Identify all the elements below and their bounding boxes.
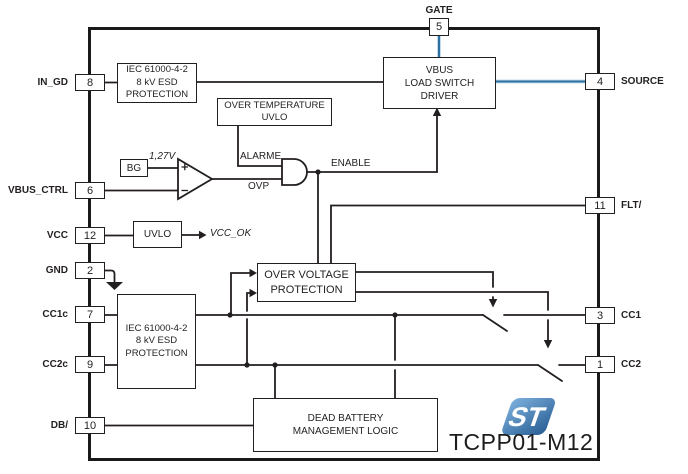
block-esd-top [117, 63, 197, 103]
label-ovp: OVP [248, 181, 270, 192]
pin-label-flt: FLT/ [621, 200, 642, 211]
comparator [178, 159, 212, 199]
block-over-voltage-protection [257, 263, 356, 302]
pin-label-source: SOURCE [621, 76, 664, 87]
switch-cc2-blade [538, 365, 562, 381]
junction-enable [315, 169, 320, 174]
block-esd-top-line2: 8 kV ESD [136, 76, 178, 88]
pin-label-cc2: CC2 [621, 359, 642, 370]
pin-2-gnd: 2 [75, 262, 105, 279]
label-alarme: ALARME [240, 151, 282, 162]
label-enable: ENABLE [331, 158, 371, 169]
block-bg-label: BG [126, 162, 142, 174]
block-db-line1: DEAD BATTERY [307, 413, 384, 424]
label-vcc-ok: VCC_OK [210, 228, 252, 239]
pin-7-cc1c: 7 [75, 306, 105, 323]
pin-label-vbus-ctrl: VBUS_CTRL [7, 185, 68, 196]
block-esd-bottom-line2: 8 kV ESD [135, 335, 178, 347]
pin-4-source: 4 [585, 73, 615, 90]
pin-label-cc1c: CC1c [42, 309, 68, 320]
block-db-line2: MANAGEMENT LOGIC [292, 426, 399, 437]
arrow-cc1-switch [489, 299, 497, 308]
block-vbus-load-switch-driver [383, 57, 496, 109]
wire-cc2c-to-ovp [247, 293, 250, 365]
block-esd-bottom-line3: PROTECTION [125, 347, 188, 359]
block-uvlo-label: UVLO [143, 229, 172, 240]
pin-label-gnd: GND [45, 265, 68, 276]
block-ot-line2: UVLO [261, 112, 288, 123]
block-esd-bottom [117, 294, 196, 389]
pin-10-db: 10 [75, 417, 105, 434]
pin-label-cc2c: CC2c [42, 359, 68, 370]
st-logo-letters: ST [504, 401, 550, 432]
arrow-cc2-switch [544, 340, 552, 349]
junction-cc2c-ovp [244, 362, 249, 367]
junction-cc2c-logic [272, 362, 277, 367]
arrow-ovp-in2 [250, 289, 258, 297]
pin-label-vcc: VCC [46, 230, 68, 241]
pin-label-db: DB/ [50, 420, 68, 431]
and-gate [282, 159, 307, 185]
pin-8-in-gd: 8 [75, 74, 105, 91]
junction-cc1c-ovp [227, 312, 232, 317]
switch-cc1-blade [483, 315, 507, 331]
pin-label-in-gd: IN_GD [37, 77, 68, 88]
junction-cc1c-logic [392, 312, 397, 317]
block-bandgap [120, 159, 148, 177]
block-vbus-line3: DRIVER [420, 90, 459, 102]
block-over-temperature-uvlo [217, 98, 332, 126]
wire-gnd [105, 271, 115, 283]
wire-ovp-to-flt [331, 206, 585, 264]
block-vbus-line2: LOAD SWITCH [404, 77, 475, 89]
part-number: TCPP01-M12 [449, 429, 594, 455]
pin-12-vcc: 12 [75, 227, 105, 244]
block-ot-line1: OVER TEMPERATURE [224, 99, 325, 111]
block-dead-battery-logic [253, 398, 438, 452]
pin-label-cc1: CC1 [621, 310, 642, 321]
pin-5-gate: 5 [429, 18, 449, 36]
wire-ovp-out-cc2-switch [356, 292, 548, 340]
block-esd-top-line1: IEC 61000-4-2 [126, 64, 188, 76]
label-bandgap-ref: 1,27V [149, 151, 176, 162]
block-ovp-line2: PROTECTION [270, 283, 343, 296]
wire-ovp-out-cc1-switch [356, 272, 493, 299]
pin-3-cc1: 3 [585, 307, 615, 324]
block-uvlo [133, 221, 182, 248]
pin-label-gate: GATE [425, 5, 453, 16]
pin-9-cc2c: 9 [75, 356, 105, 373]
pin-11-flt: 11 [585, 197, 615, 214]
block-ovp-line1: OVER VOLTAGE [264, 269, 349, 282]
pin-6-vbus-ctrl: 6 [75, 182, 105, 199]
arrow-ovp-in1 [250, 269, 258, 277]
block-esd-bottom-line1: IEC 61000-4-2 [125, 322, 188, 334]
pin-1-cc2: 1 [585, 356, 615, 373]
block-vbus-line1: VBUS [425, 64, 454, 76]
arrow-vccok [199, 231, 207, 239]
block-esd-top-line3: PROTECTION [125, 89, 189, 101]
gnd-symbol [106, 282, 123, 290]
